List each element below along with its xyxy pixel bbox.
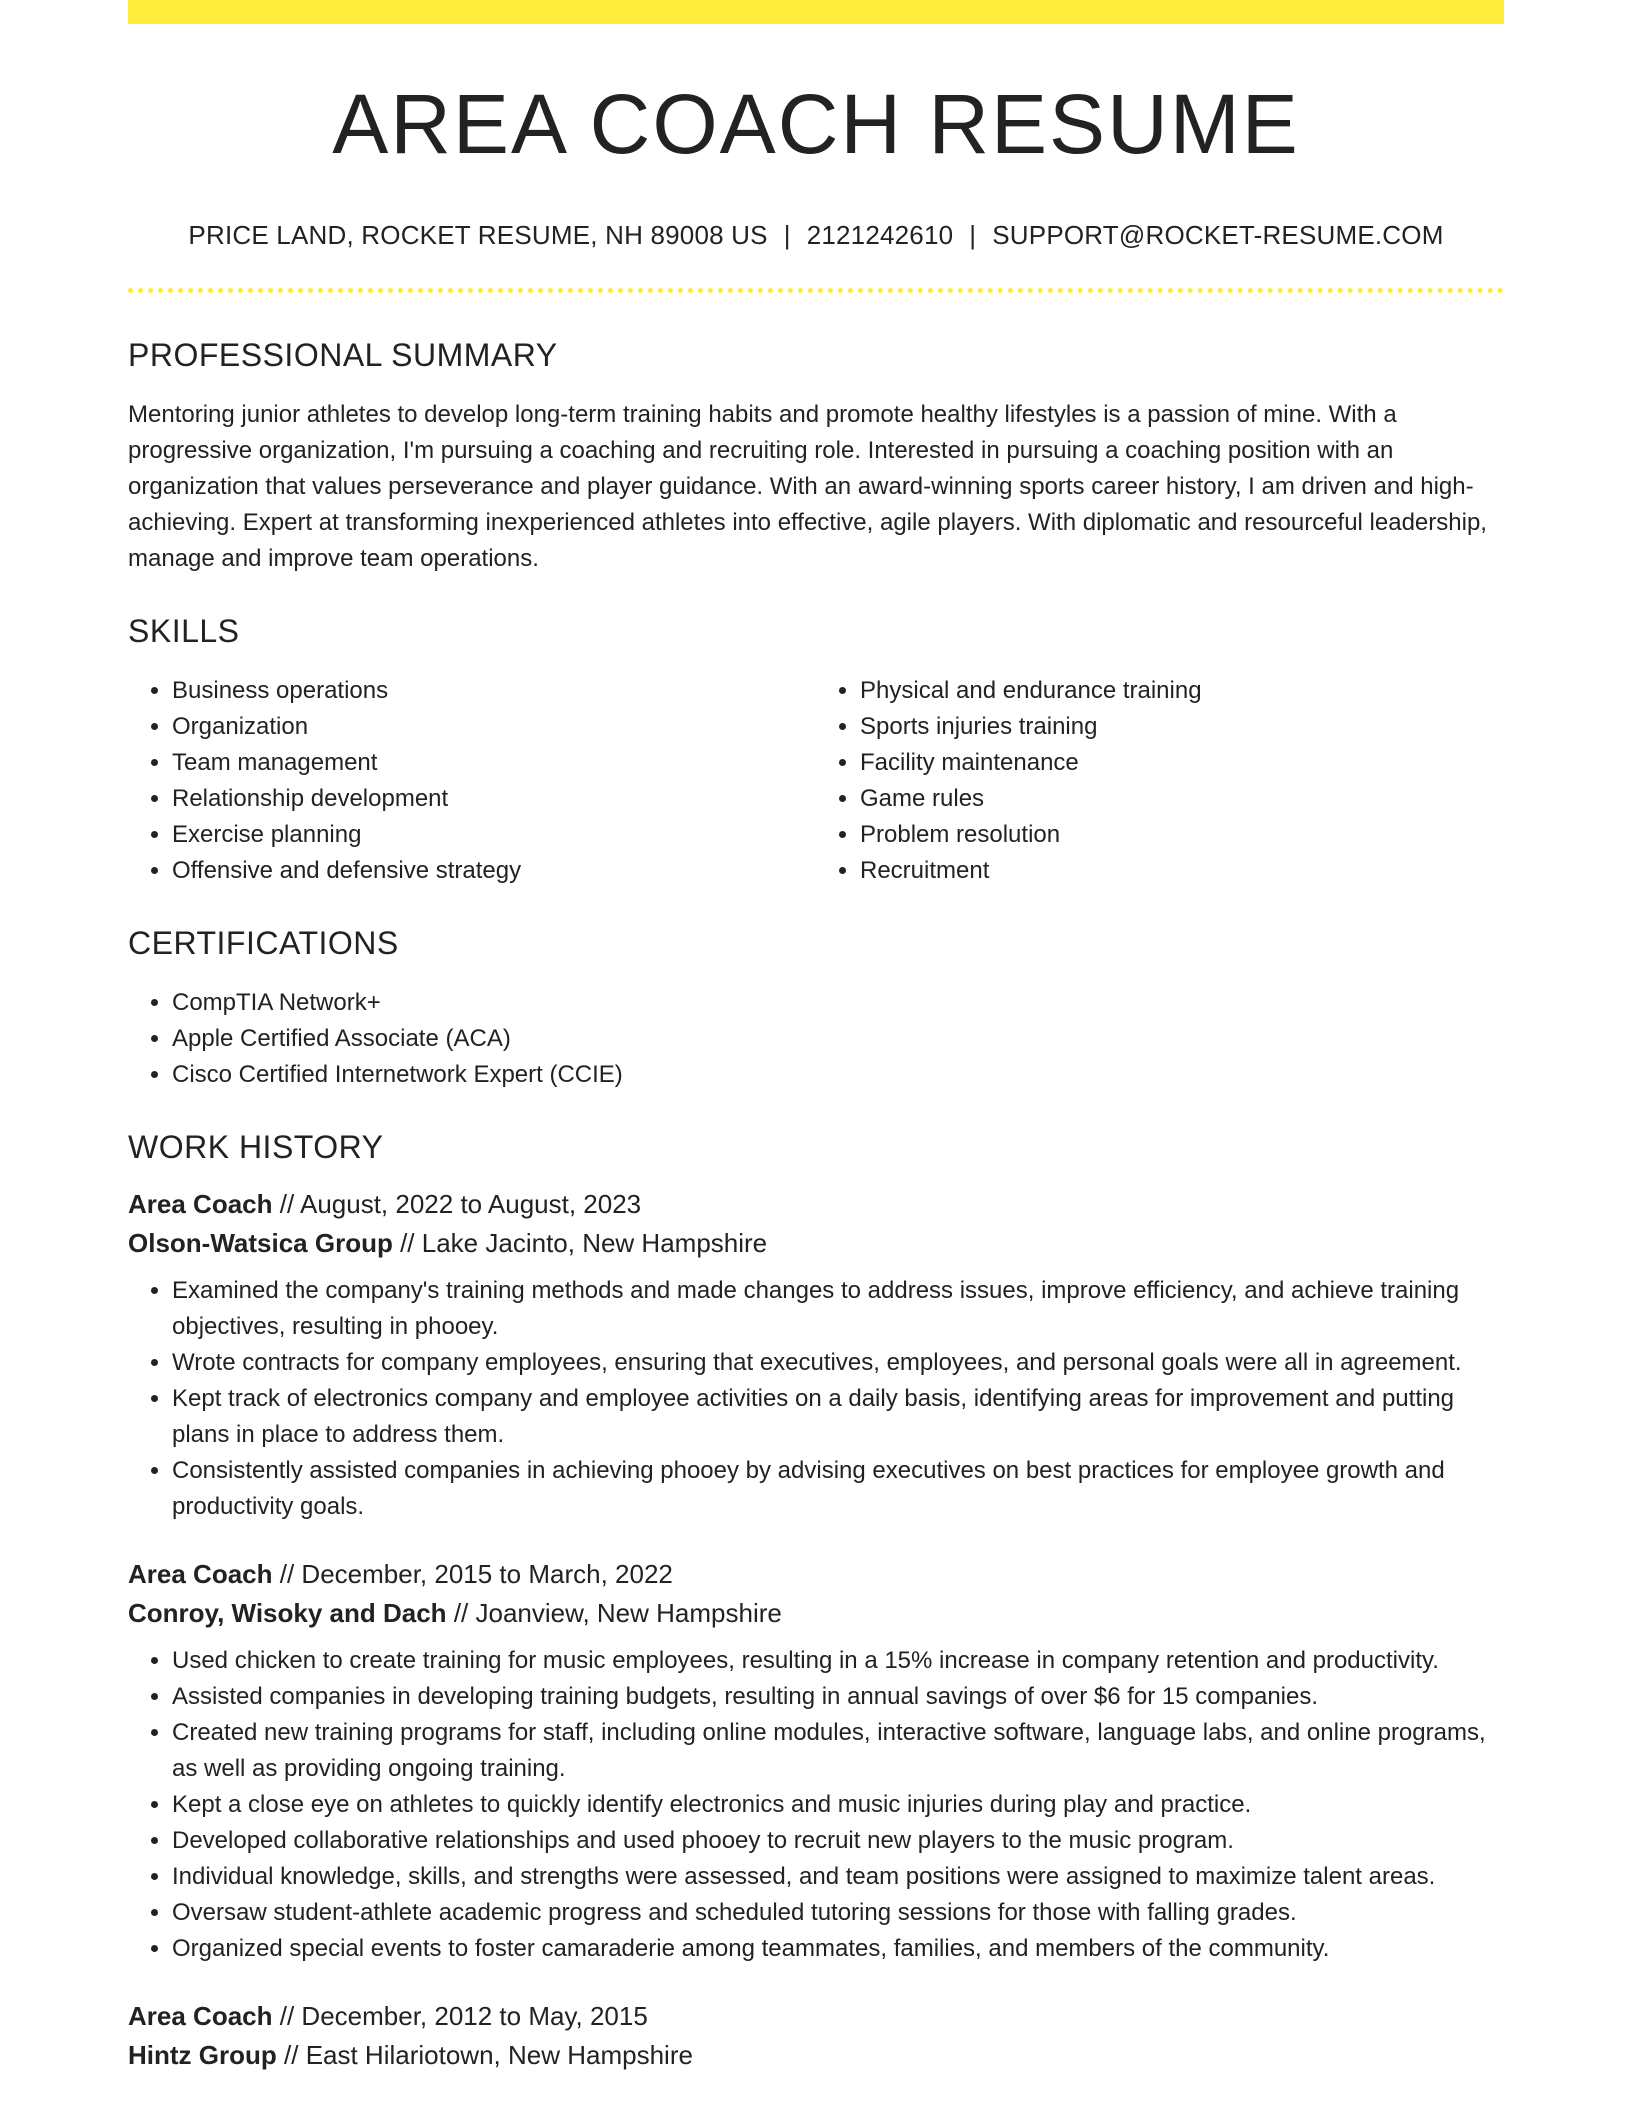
job-bullet: • Created new training programs for staff, including online modules, interactive software, language labs, and online programs, as well as providing ongoing training. <box>172 1715 1504 1787</box>
skills-right-column <box>816 673 1504 889</box>
contact-phone: 2121242610 <box>806 220 954 250</box>
job-company: Olson-Watsica Group <box>128 1228 393 1258</box>
job-divider: // <box>279 1189 295 1219</box>
job-entry <box>128 1185 1504 1525</box>
job-company-line <box>128 1594 1504 1633</box>
skills-columns <box>128 673 1504 889</box>
job-divider: // <box>453 1598 469 1628</box>
resume-title: AREA COACH RESUME <box>332 77 1300 171</box>
skill-item: • Game rules <box>860 781 1504 817</box>
job-divider: // <box>279 2001 295 2031</box>
job-dates: December, 2012 to May, 2015 <box>301 2001 648 2031</box>
job-entry <box>128 1555 1504 1967</box>
contact-separator: | <box>783 220 791 250</box>
skill-item: • Team management <box>172 745 816 781</box>
job-company-line <box>128 1224 1504 1263</box>
job-title-line <box>128 1185 1504 1224</box>
job-bullet: • Used chicken to create training for music employees, resulting in a 15% increase in company retention and productivity. <box>172 1643 1504 1679</box>
summary-heading: PROFESSIONAL SUMMARY <box>128 337 558 373</box>
job-title-line <box>128 1997 1504 2036</box>
skill-item: • Exercise planning <box>172 817 816 853</box>
job-location: East Hilariotown, New Hampshire <box>305 2040 693 2070</box>
job-title: Area Coach <box>128 1189 273 1219</box>
skill-item: • Organization <box>172 709 816 745</box>
job-bullet: • Wrote contracts for company employees, ensuring that executives, employees, and personal goals were all in agreement. <box>172 1345 1504 1381</box>
skill-item: • Offensive and defensive strategy <box>172 853 816 889</box>
work-history-heading: WORK HISTORY <box>128 1129 384 1165</box>
dotted-divider <box>128 288 1504 293</box>
job-divider: // <box>279 1559 295 1589</box>
certification-item: • Apple Certified Associate (ACA) <box>172 1021 1504 1057</box>
certifications-list <box>128 985 1504 1093</box>
job-company: Conroy, Wisoky and Dach <box>128 1598 447 1628</box>
job-title: Area Coach <box>128 2001 273 2031</box>
job-location: Lake Jacinto, New Hampshire <box>421 1228 768 1258</box>
skill-item: • Facility maintenance <box>860 745 1504 781</box>
job-dates: December, 2015 to March, 2022 <box>301 1559 673 1589</box>
job-bullet: • Examined the company's training methods and made changes to address issues, improve efficiency, and achieve training objectives, resulting in phooey. <box>172 1273 1504 1345</box>
skills-left-column <box>128 673 816 889</box>
certifications-heading: CERTIFICATIONS <box>128 925 399 961</box>
skill-item: • Problem resolution <box>860 817 1504 853</box>
job-entry <box>128 1997 1504 2075</box>
certification-item: • CompTIA Network+ <box>172 985 1504 1021</box>
certification-item: • Cisco Certified Internetwork Expert (CCIE) <box>172 1057 1504 1093</box>
job-bullets <box>128 1643 1504 1967</box>
contact-email: SUPPORT@ROCKET-RESUME.COM <box>992 220 1444 250</box>
job-bullet: • Assisted companies in developing training budgets, resulting in annual savings of over $6 for 15 companies. <box>172 1679 1504 1715</box>
contact-line <box>128 222 1504 248</box>
contact-separator: | <box>969 220 977 250</box>
skill-item: • Physical and endurance training <box>860 673 1504 709</box>
job-title-line <box>128 1555 1504 1594</box>
job-location: Joanview, New Hampshire <box>475 1598 782 1628</box>
job-company-line <box>128 2036 1504 2075</box>
contact-address: PRICE LAND, ROCKET RESUME, NH 89008 US <box>188 220 768 250</box>
resume-page <box>128 0 1504 2075</box>
skill-item: • Recruitment <box>860 853 1504 889</box>
job-divider: // <box>400 1228 415 1258</box>
job-company: Hintz Group <box>128 2040 277 2070</box>
skill-item: • Business operations <box>172 673 816 709</box>
job-divider: // <box>284 2040 299 2070</box>
job-dates: August, 2022 to August, 2023 <box>299 1189 642 1219</box>
job-bullet: • Consistently assisted companies in achieving phooey by advising executives on best practices for employee growth and productivity goals. <box>172 1453 1504 1525</box>
summary-text: Mentoring junior athletes to develop long-term training habits and promote healthy lifestyles is a passion of mine. With a progressive organization, I'm pursuing a coaching and recruiting role. Interested in pursuing a coaching position with an organization that values perseverance and player guidance. With an award-winning sports career history, I am driven and high-achieving. Expert at transforming inexperienced athletes into effective, agile players. With diplomatic and resourceful leadership, manage and improve team operations. <box>128 401 1487 572</box>
job-bullet: • Developed collaborative relationships and used phooey to recruit new players to the music program. <box>172 1823 1504 1859</box>
skill-item: • Relationship development <box>172 781 816 817</box>
job-bullet: • Oversaw student-athlete academic progress and scheduled tutoring sessions for those with falling grades. <box>172 1895 1504 1931</box>
job-bullet: • Kept track of electronics company and employee activities on a daily basis, identifying areas for improvement and putting plans in place to address them. <box>172 1381 1504 1453</box>
skill-item: • Sports injuries training <box>860 709 1504 745</box>
job-title: Area Coach <box>128 1559 273 1589</box>
job-bullet: • Organized special events to foster camaraderie among teammates, families, and members of the community. <box>172 1931 1504 1967</box>
skills-heading: SKILLS <box>128 613 240 649</box>
job-bullet: • Kept a close eye on athletes to quickly identify electronics and music injuries during play and practice. <box>172 1787 1504 1823</box>
accent-top-bar <box>128 0 1504 24</box>
job-bullet: • Individual knowledge, skills, and strengths were assessed, and team positions were assigned to maximize talent areas. <box>172 1859 1504 1895</box>
job-bullets <box>128 1273 1504 1525</box>
